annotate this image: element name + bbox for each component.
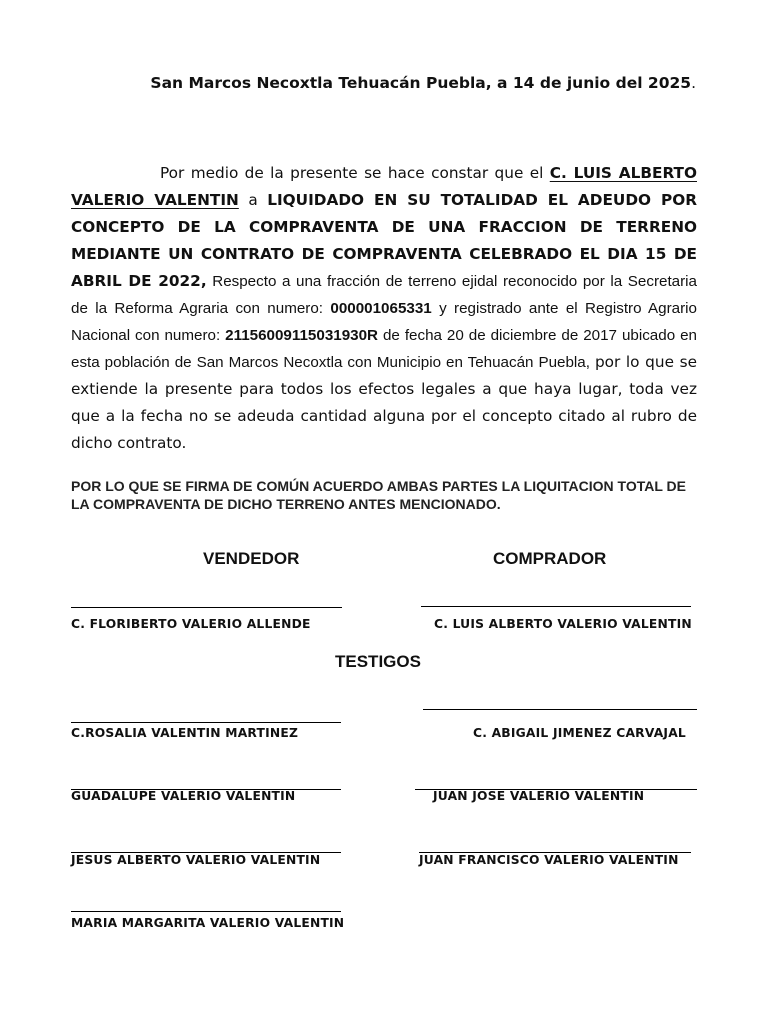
date-line: [150, 74, 696, 92]
buyer-name: C. LUIS ALBERTO VALERIO VALENTIN: [434, 617, 692, 631]
date-text: San Marcos Necoxtla Tehuacán Puebla, a 14 de junio del 2025: [150, 74, 692, 92]
witness-2-signature-line: [423, 709, 697, 710]
witness-1-name: C.ROSALIA VALENTIN MARTINEZ: [71, 726, 299, 740]
body-connector: a: [238, 191, 268, 209]
witness-4-name: JUAN JOSE VALERIO VALENTIN: [433, 789, 645, 803]
witness-7-signature-line: [71, 911, 341, 912]
body-intro: Por medio de la presente se hace constar que el: [160, 164, 550, 182]
witness-6-name: JUAN FRANCISCO VALERIO VALENTIN: [419, 853, 679, 867]
registry-number-1: 000001065331: [330, 300, 432, 317]
witnesses-heading: TESTIGOS: [335, 652, 421, 671]
bold-statement: LIQUIDADO EN SU TOTALIDAD EL ADEUDO POR CONCEPTO DE LA COMPRAVENTA DE UNA FRACCION DE TERRENO MEDIANTE UN CONTRATO DE COMPRAVENTA CELEBRADO EL DIA 15 DE ABRIL DE 2022,: [71, 191, 697, 290]
witness-7-name: MARIA MARGARITA VALERIO VALENTIN: [71, 916, 345, 930]
buyer-heading: COMPRADOR: [493, 549, 607, 568]
witness-2-name: C. ABIGAIL JIMENEZ CARVAJAL: [473, 726, 686, 740]
agreement-statement: POR LO QUE SE FIRMA DE COMÚN ACUERDO AMBAS PARTES LA LIQUITACION TOTAL DE LA COMPRAVENTA DE DICHO TERRENO ANTES MENCIONADO.: [71, 478, 686, 512]
buyer-signature-line: [421, 606, 691, 607]
seller-heading: VENDEDOR: [203, 549, 300, 568]
seller-signature-line: [71, 607, 342, 608]
witness-5-name: JESUS ALBERTO VALERIO VALENTIN: [71, 853, 321, 867]
body-land-description: Respecto a una fracción de terreno ejidal reconocido por la Secretaria de la Reforma Agraria con numero:: [71, 273, 697, 317]
date-period: .: [691, 74, 696, 92]
witness-3-name: GUADALUPE VALERIO VALENTIN: [71, 789, 296, 803]
buyer-name-inline: C. LUIS ALBERTO VALERIO VALENTIN: [71, 164, 697, 209]
witness-1-signature-line: [71, 722, 341, 723]
seller-name: C. FLORIBERTO VALERIO ALLENDE: [71, 617, 311, 631]
body-paragraph: [71, 160, 697, 457]
registry-number-2: 21156009115031930R: [225, 327, 379, 344]
body-registry-text: y registrado ante el Registro Agrario Nacional con numero:: [71, 300, 698, 344]
body-closing-text: por lo que se extiende la presente para todos los efectos legales a que haya lugar, toda vez que a la fecha no se adeuda cantidad alguna por el concepto citado al rubro de dicho contrato.: [71, 353, 697, 452]
body-location-text: de fecha 20 de diciembre de 2017 ubicado en esta población de San Marcos Necoxtla con Municipio en Tehuacán Puebla,: [71, 327, 697, 371]
